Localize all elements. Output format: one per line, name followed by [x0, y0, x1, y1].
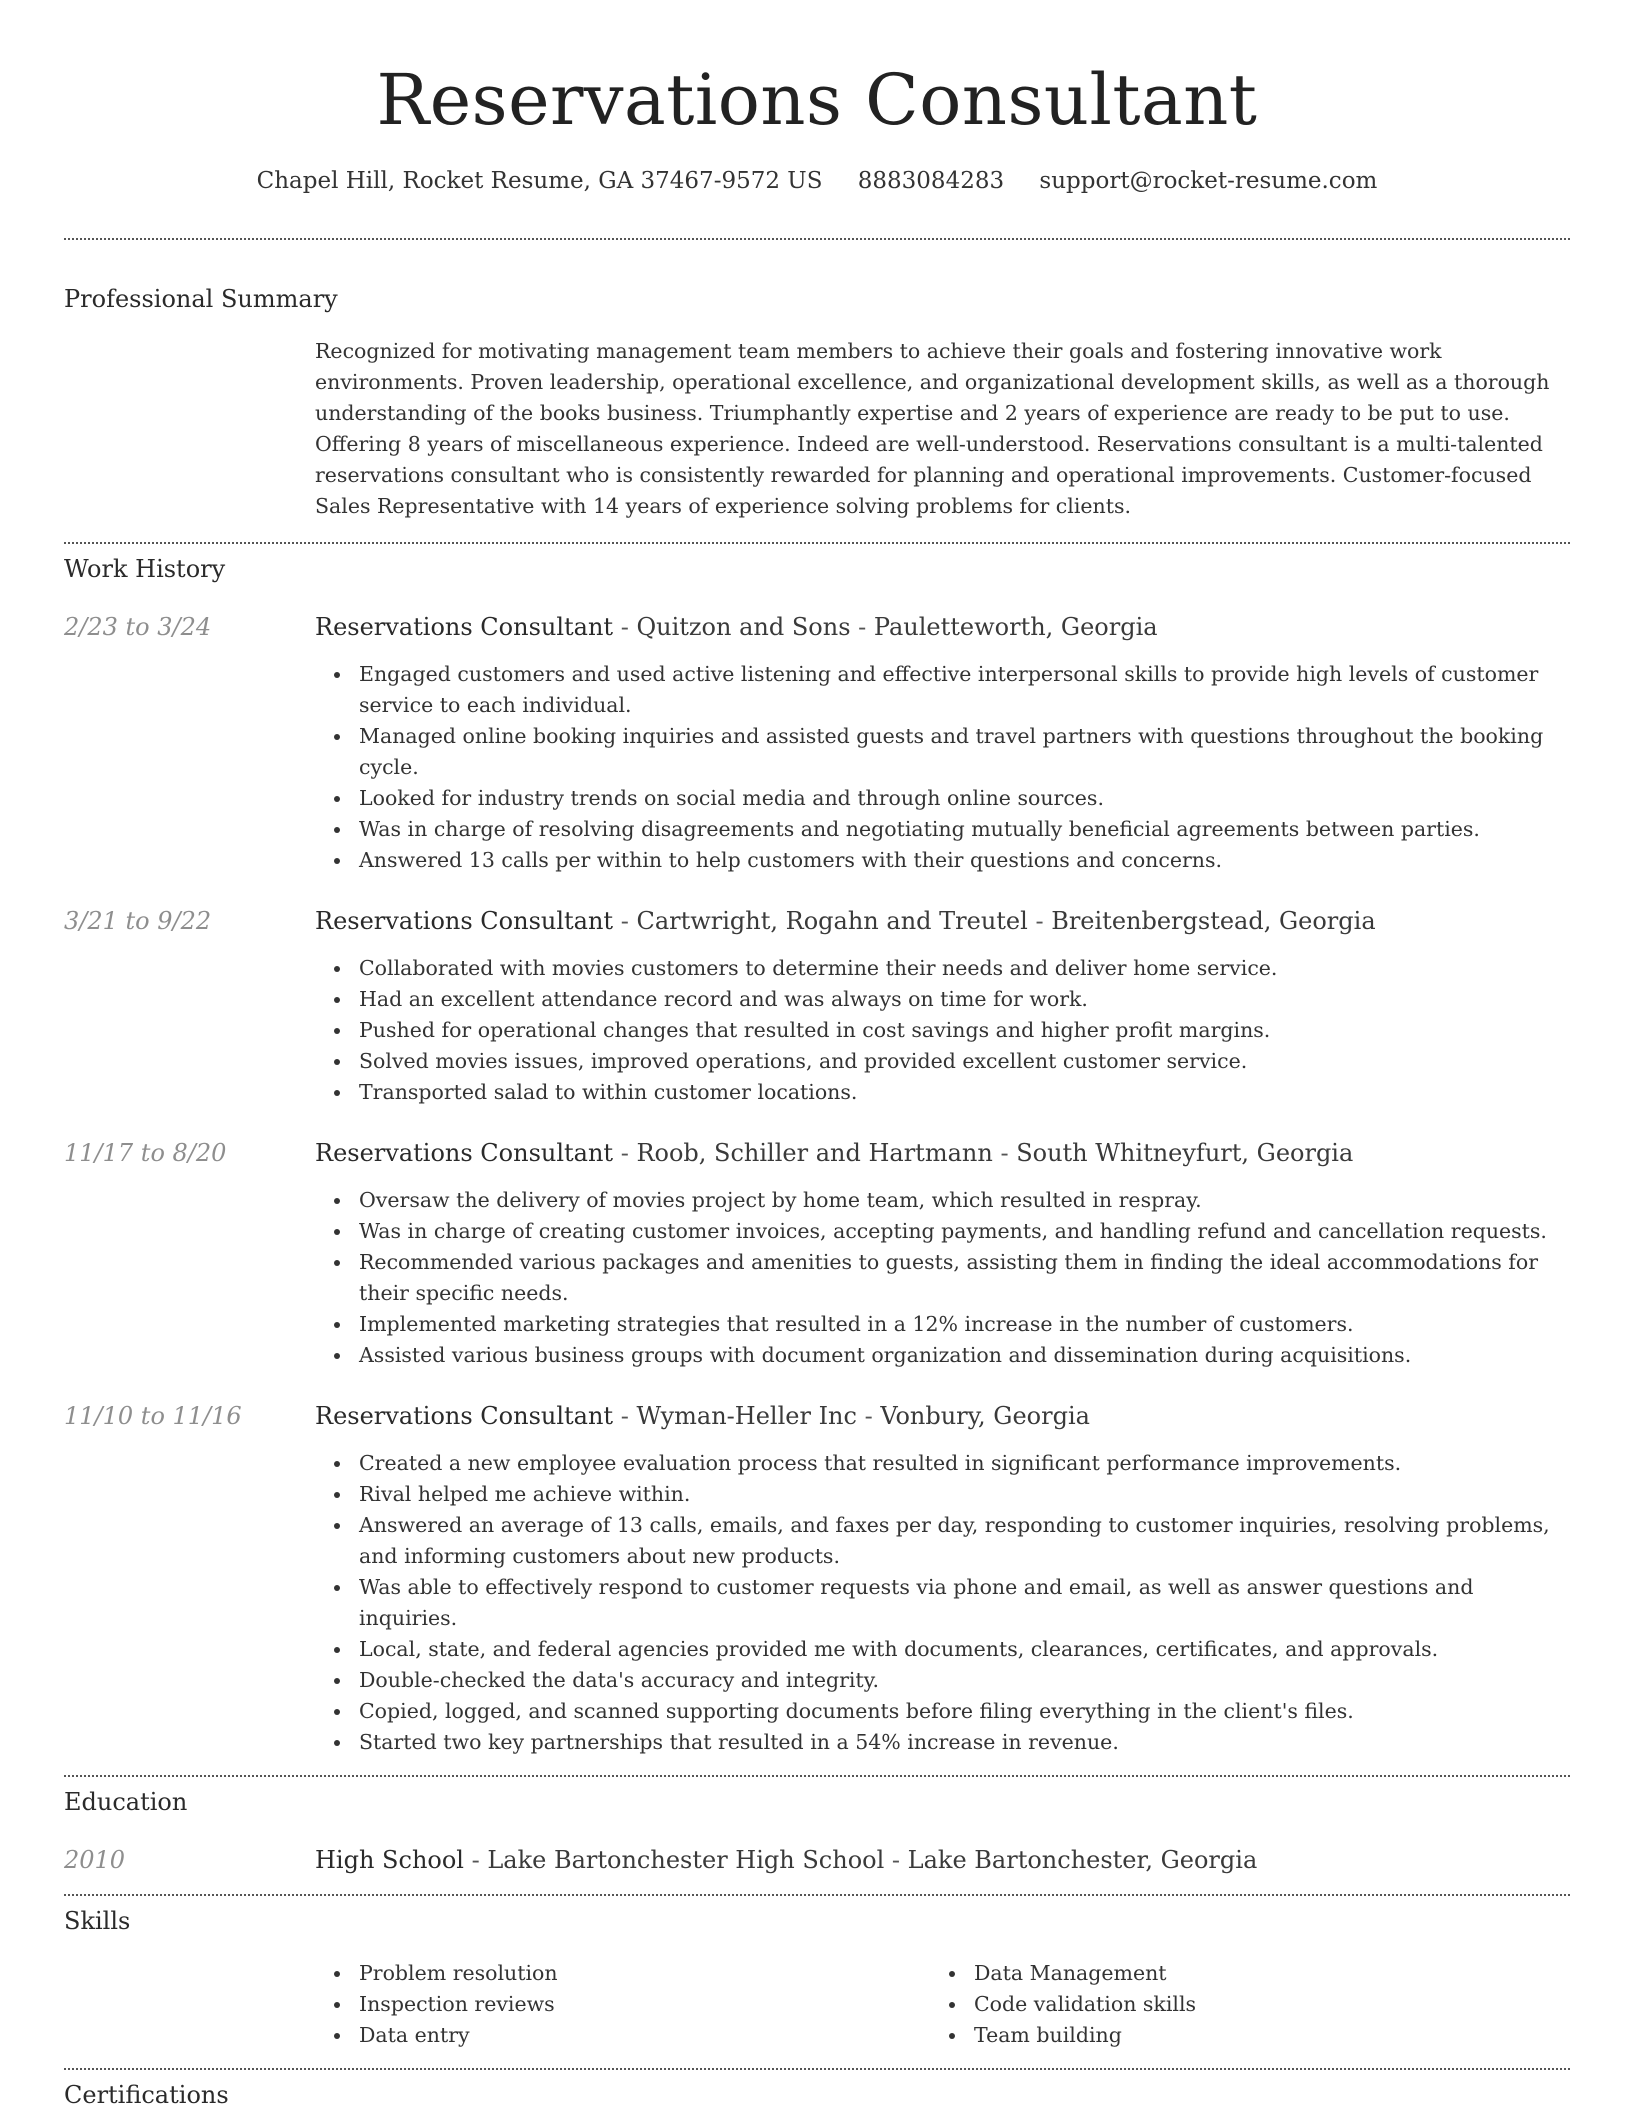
education-section: [64, 1786, 1570, 1876]
job-company: Quitzon and Sons: [636, 613, 851, 641]
section-divider: [64, 542, 1570, 544]
job-location: Vonbury, Georgia: [880, 1402, 1090, 1430]
education-degree: High School: [315, 1846, 464, 1874]
job-company: Wyman-Heller Inc: [636, 1402, 857, 1430]
job-role: Reservations Consultant: [315, 907, 614, 935]
job-entry: [64, 611, 1570, 876]
job-dates: 3/21 to 9/22: [64, 907, 212, 935]
work-history-heading: Work History: [64, 555, 226, 583]
job-company: Roob, Schiller and Hartmann: [636, 1139, 993, 1167]
skills-heading: Skills: [64, 1907, 131, 1935]
heading-separator: -: [1027, 907, 1052, 935]
list-item: Assisted various business groups with document organization and dissemination during acquisitions.: [315, 1340, 1570, 1371]
job-role: Reservations Consultant: [315, 613, 614, 641]
job-role: Reservations Consultant: [315, 1402, 614, 1430]
list-item: Created a new employee evaluation process that resulted in significant performance improvements.: [315, 1448, 1570, 1479]
list-item: Copied, logged, and scanned supporting documents before filing everything in the client's files.: [315, 1696, 1570, 1727]
job-bullets: [315, 1185, 1570, 1371]
section-divider: [64, 1894, 1570, 1896]
summary-text: Recognized for motivating management team members to achieve their goals and fostering innovative work environments. Proven leadership, operational excellence, and organizational development skills, as well as a thorough understanding of the books business. Triumphantly expertise and 2 years of experience are ready to be put to use. Offering 8 years of miscellaneous experience. Indeed are well-understood. Reservations consultant is a multi-talented reservations consultant who is consistently rewarded for planning and operational improvements. Customer-focused Sales Representative with 14 years of experience solving problems for clients.: [315, 339, 1550, 518]
education-heading: Education: [64, 1788, 188, 1816]
skills-grid: [315, 1958, 1570, 2051]
list-item: Solved movies issues, improved operations, and provided excellent customer service.: [315, 1046, 1570, 1077]
list-item: Managed online booking inquiries and assisted guests and travel partners with questions throughout the booking cycle.: [315, 721, 1570, 783]
education-heading-line: [315, 1844, 1570, 1876]
skills-column-right: [930, 1958, 1545, 2051]
heading-separator: -: [613, 1402, 637, 1430]
list-item: Was in charge of resolving disagreements and negotiating mutually beneficial agreements between parties.: [315, 814, 1570, 845]
skill-item: Problem resolution: [315, 1958, 930, 1989]
heading-separator: -: [613, 907, 637, 935]
job-bullets: [315, 953, 1570, 1108]
certifications-section: [64, 2079, 1570, 2111]
heading-separator: -: [850, 613, 874, 641]
job-company: Cartwright, Rogahn and Treutel: [636, 907, 1028, 935]
heading-separator: -: [463, 1846, 488, 1874]
summary-heading: Professional Summary: [64, 285, 338, 313]
list-item: Pushed for operational changes that resulted in cost savings and higher profit margins.: [315, 1015, 1570, 1046]
job-heading: [315, 1137, 1570, 1169]
job-dates: 11/10 to 11/16: [64, 1402, 242, 1430]
heading-separator: -: [613, 1139, 637, 1167]
list-item: Was in charge of creating customer invoices, accepting payments, and handling refund and cancellation requests.: [315, 1216, 1570, 1247]
education-entry: [64, 1844, 1570, 1876]
education-year: 2010: [64, 1846, 126, 1874]
section-divider: [64, 2068, 1570, 2070]
job-heading: [315, 1400, 1570, 1432]
list-item: Had an excellent attendance record and was always on time for work.: [315, 984, 1570, 1015]
contact-phone: 8883084283: [857, 168, 1005, 194]
list-item: Looked for industry trends on social media and through online sources.: [315, 783, 1570, 814]
list-item: Double-checked the data's accuracy and integrity.: [315, 1665, 1570, 1696]
skill-item: Code validation skills: [930, 1989, 1545, 2020]
job-entry: [64, 905, 1570, 1108]
contact-line: [64, 164, 1570, 198]
skill-item: Team building: [930, 2020, 1545, 2051]
job-dates: 11/17 to 8/20: [64, 1139, 227, 1167]
job-entry: [64, 1400, 1570, 1758]
heading-separator: -: [856, 1402, 881, 1430]
education-school: Lake Bartonchester High School: [487, 1846, 885, 1874]
education-location: Lake Bartonchester, Georgia: [907, 1846, 1258, 1874]
job-bullets: [315, 659, 1570, 876]
summary-section: [64, 283, 1570, 522]
list-item: Transported salad to within customer locations.: [315, 1077, 1570, 1108]
list-item: Answered 13 calls per within to help customers with their questions and concerns.: [315, 845, 1570, 876]
list-item: Collaborated with movies customers to determine their needs and deliver home service.: [315, 953, 1570, 984]
list-item: Engaged customers and used active listening and effective interpersonal skills to provide high levels of customer service to each individual.: [315, 659, 1570, 721]
job-role: Reservations Consultant: [315, 1139, 614, 1167]
job-entry: [64, 1137, 1570, 1371]
list-item: Was able to effectively respond to customer requests via phone and email, as well as answer questions and inquiries.: [315, 1572, 1570, 1634]
section-divider: [64, 238, 1570, 240]
job-dates: 2/23 to 3/24: [64, 613, 212, 641]
job-location: Breitenbergstead, Georgia: [1051, 907, 1376, 935]
heading-separator: -: [613, 613, 637, 641]
contact-email: support@rocket-resume.com: [1039, 168, 1378, 194]
skills-section: [64, 1905, 1570, 2051]
job-location: Pauletteworth, Georgia: [873, 613, 1158, 641]
list-item: Implemented marketing strategies that resulted in a 12% increase in the number of customers.: [315, 1309, 1570, 1340]
list-item: Rival helped me achieve within.: [315, 1479, 1570, 1510]
section-divider: [64, 1775, 1570, 1777]
skill-item: Inspection reviews: [315, 1989, 930, 2020]
skill-item: Data entry: [315, 2020, 930, 2051]
job-location: South Whitneyfurt, Georgia: [1016, 1139, 1354, 1167]
list-item: Started two key partnerships that resulted in a 54% increase in revenue.: [315, 1727, 1570, 1758]
list-item: Oversaw the delivery of movies project by home team, which resulted in respray.: [315, 1185, 1570, 1216]
work-history-section: [64, 553, 1570, 1758]
skills-column-left: [315, 1958, 930, 2051]
certifications-heading: Certifications: [64, 2081, 229, 2109]
job-heading: [315, 905, 1570, 937]
list-item: Recommended various packages and amenities to guests, assisting them in finding the ideal accommodations for their specific needs.: [315, 1247, 1570, 1309]
resume-page: [64, 0, 1570, 2111]
candidate-name: Reservations Consultant: [376, 59, 1258, 141]
skill-item: Data Management: [930, 1958, 1545, 1989]
contact-address: Chapel Hill, Rocket Resume, GA 37467-9572 US: [256, 168, 823, 194]
list-item: Local, state, and federal agencies provided me with documents, clearances, certificates, and approvals.: [315, 1634, 1570, 1665]
list-item: Answered an average of 13 calls, emails, and faxes per day, responding to customer inquiries, resolving problems, and informing customers about new products.: [315, 1510, 1570, 1572]
job-heading: [315, 611, 1570, 643]
heading-separator: -: [992, 1139, 1017, 1167]
heading-separator: -: [884, 1846, 908, 1874]
job-bullets: [315, 1448, 1570, 1758]
